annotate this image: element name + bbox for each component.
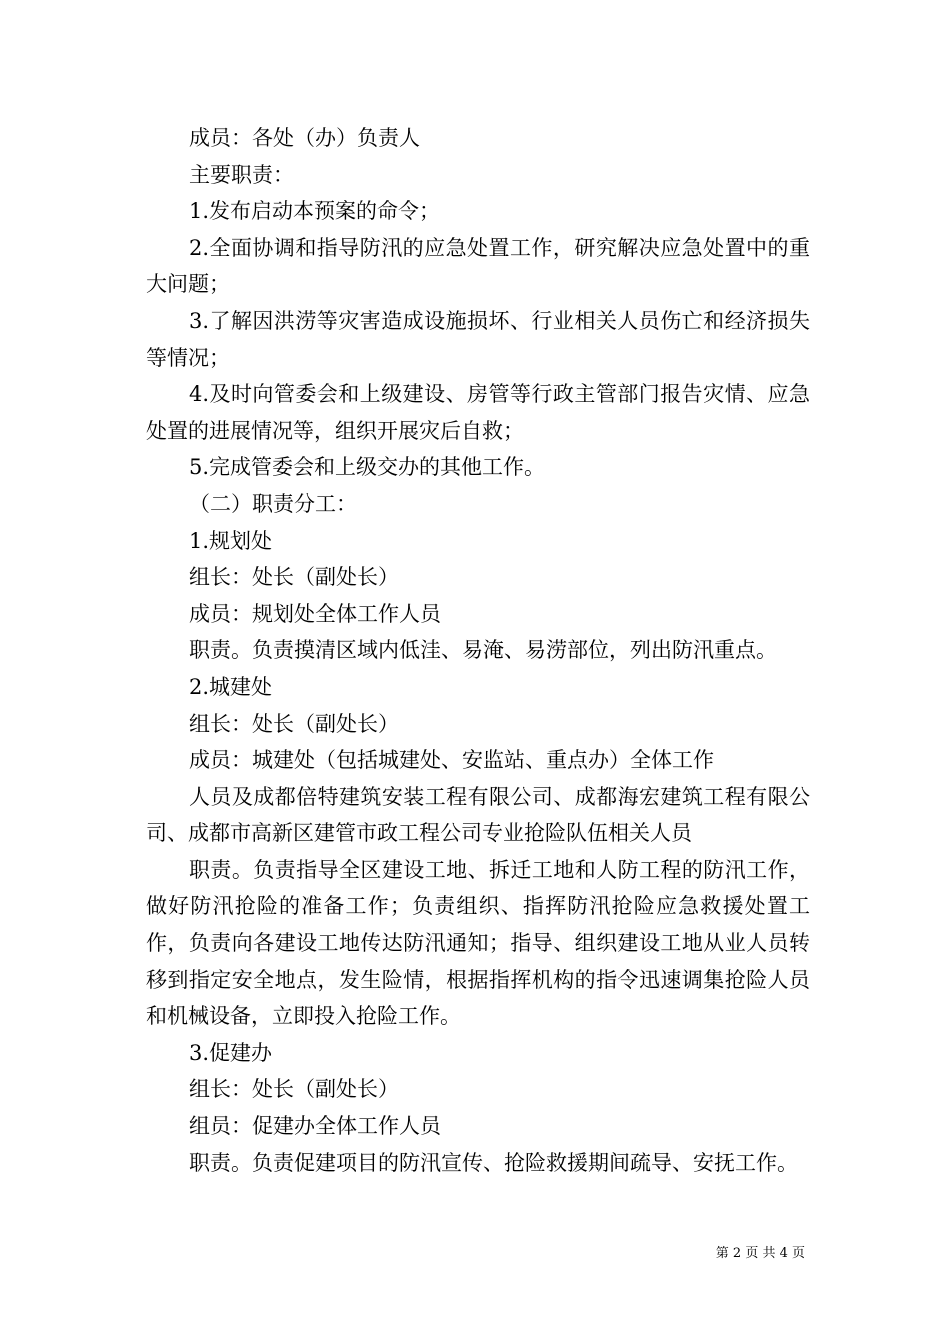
- document-body: [146, 120, 810, 1181]
- paragraph-duty-2: 2.全面协调和指导防汛的应急处置工作，研究解决应急处置中的重大问题；: [146, 235, 810, 297]
- promotion-office-duties: 职责。负责促建项目的防汛宣传、抢险救援期间疏导、安抚工作。: [189, 1150, 798, 1175]
- urban-construction-leader: 组长：处长（副处长）: [189, 711, 399, 736]
- paragraph-duty-5: 5.完成管委会和上级交办的其他工作。: [189, 455, 546, 480]
- urban-construction-members-continued: 人员及成都倍特建筑安装工程有限公司、成都海宏建筑工程有限公司、成都市高新区建管市政工程公司专业抢险队伍相关人员: [146, 784, 810, 846]
- paragraph-duty-3: 3.了解因洪涝等灾害造成设施损坏、行业相关人员伤亡和经济损失等情况；: [146, 308, 810, 370]
- subsection-promotion-office: 3.促建办: [189, 1040, 273, 1065]
- urban-construction-members: 成员：城建处（包括城建处、安监站、重点办）全体工作: [189, 748, 714, 773]
- page-number-footer: 第 2 页 共 4 页: [715, 1246, 805, 1261]
- promotion-office-members: 组员：促建办全体工作人员: [189, 1114, 441, 1139]
- paragraph-duty-1: 1.发布启动本预案的命令；: [189, 199, 441, 224]
- planning-leader: 组长：处长（副处长）: [189, 565, 399, 590]
- planning-members: 成员：规划处全体工作人员: [189, 601, 441, 626]
- promotion-office-leader: 组长：处长（副处长）: [189, 1077, 399, 1102]
- section-heading-division: （二）职责分工：: [189, 491, 357, 516]
- subsection-urban-construction: 2.城建处: [189, 674, 273, 699]
- paragraph-members: 成员：各处（办）负责人: [189, 126, 420, 150]
- subsection-planning: 1.规划处: [189, 528, 273, 553]
- paragraph-duty-4: 4.及时向管委会和上级建设、房管等行政主管部门报告灾情、应急处置的进展情况等，组织开展灾后自救；: [146, 382, 810, 443]
- paragraph-main-duties-heading: 主要职责：: [189, 162, 294, 187]
- urban-construction-duties: 职责。负责指导全区建设工地、拆迁工地和人防工程的防汛工作，做好防汛抢险的准备工作；负责组织、指挥防汛抢险应急救援处置工作，负责向各建设工地传达防汛通知；指导、组织建设工地从业人员转移到指定安全地点，发生险情，根据指挥机构的指令迅速调集抢险人员和机械设备，立即投入抢险工作。: [146, 857, 810, 1029]
- planning-duties: 职责。负责摸清区域内低洼、易淹、易涝部位，列出防汛重点。: [189, 638, 777, 663]
